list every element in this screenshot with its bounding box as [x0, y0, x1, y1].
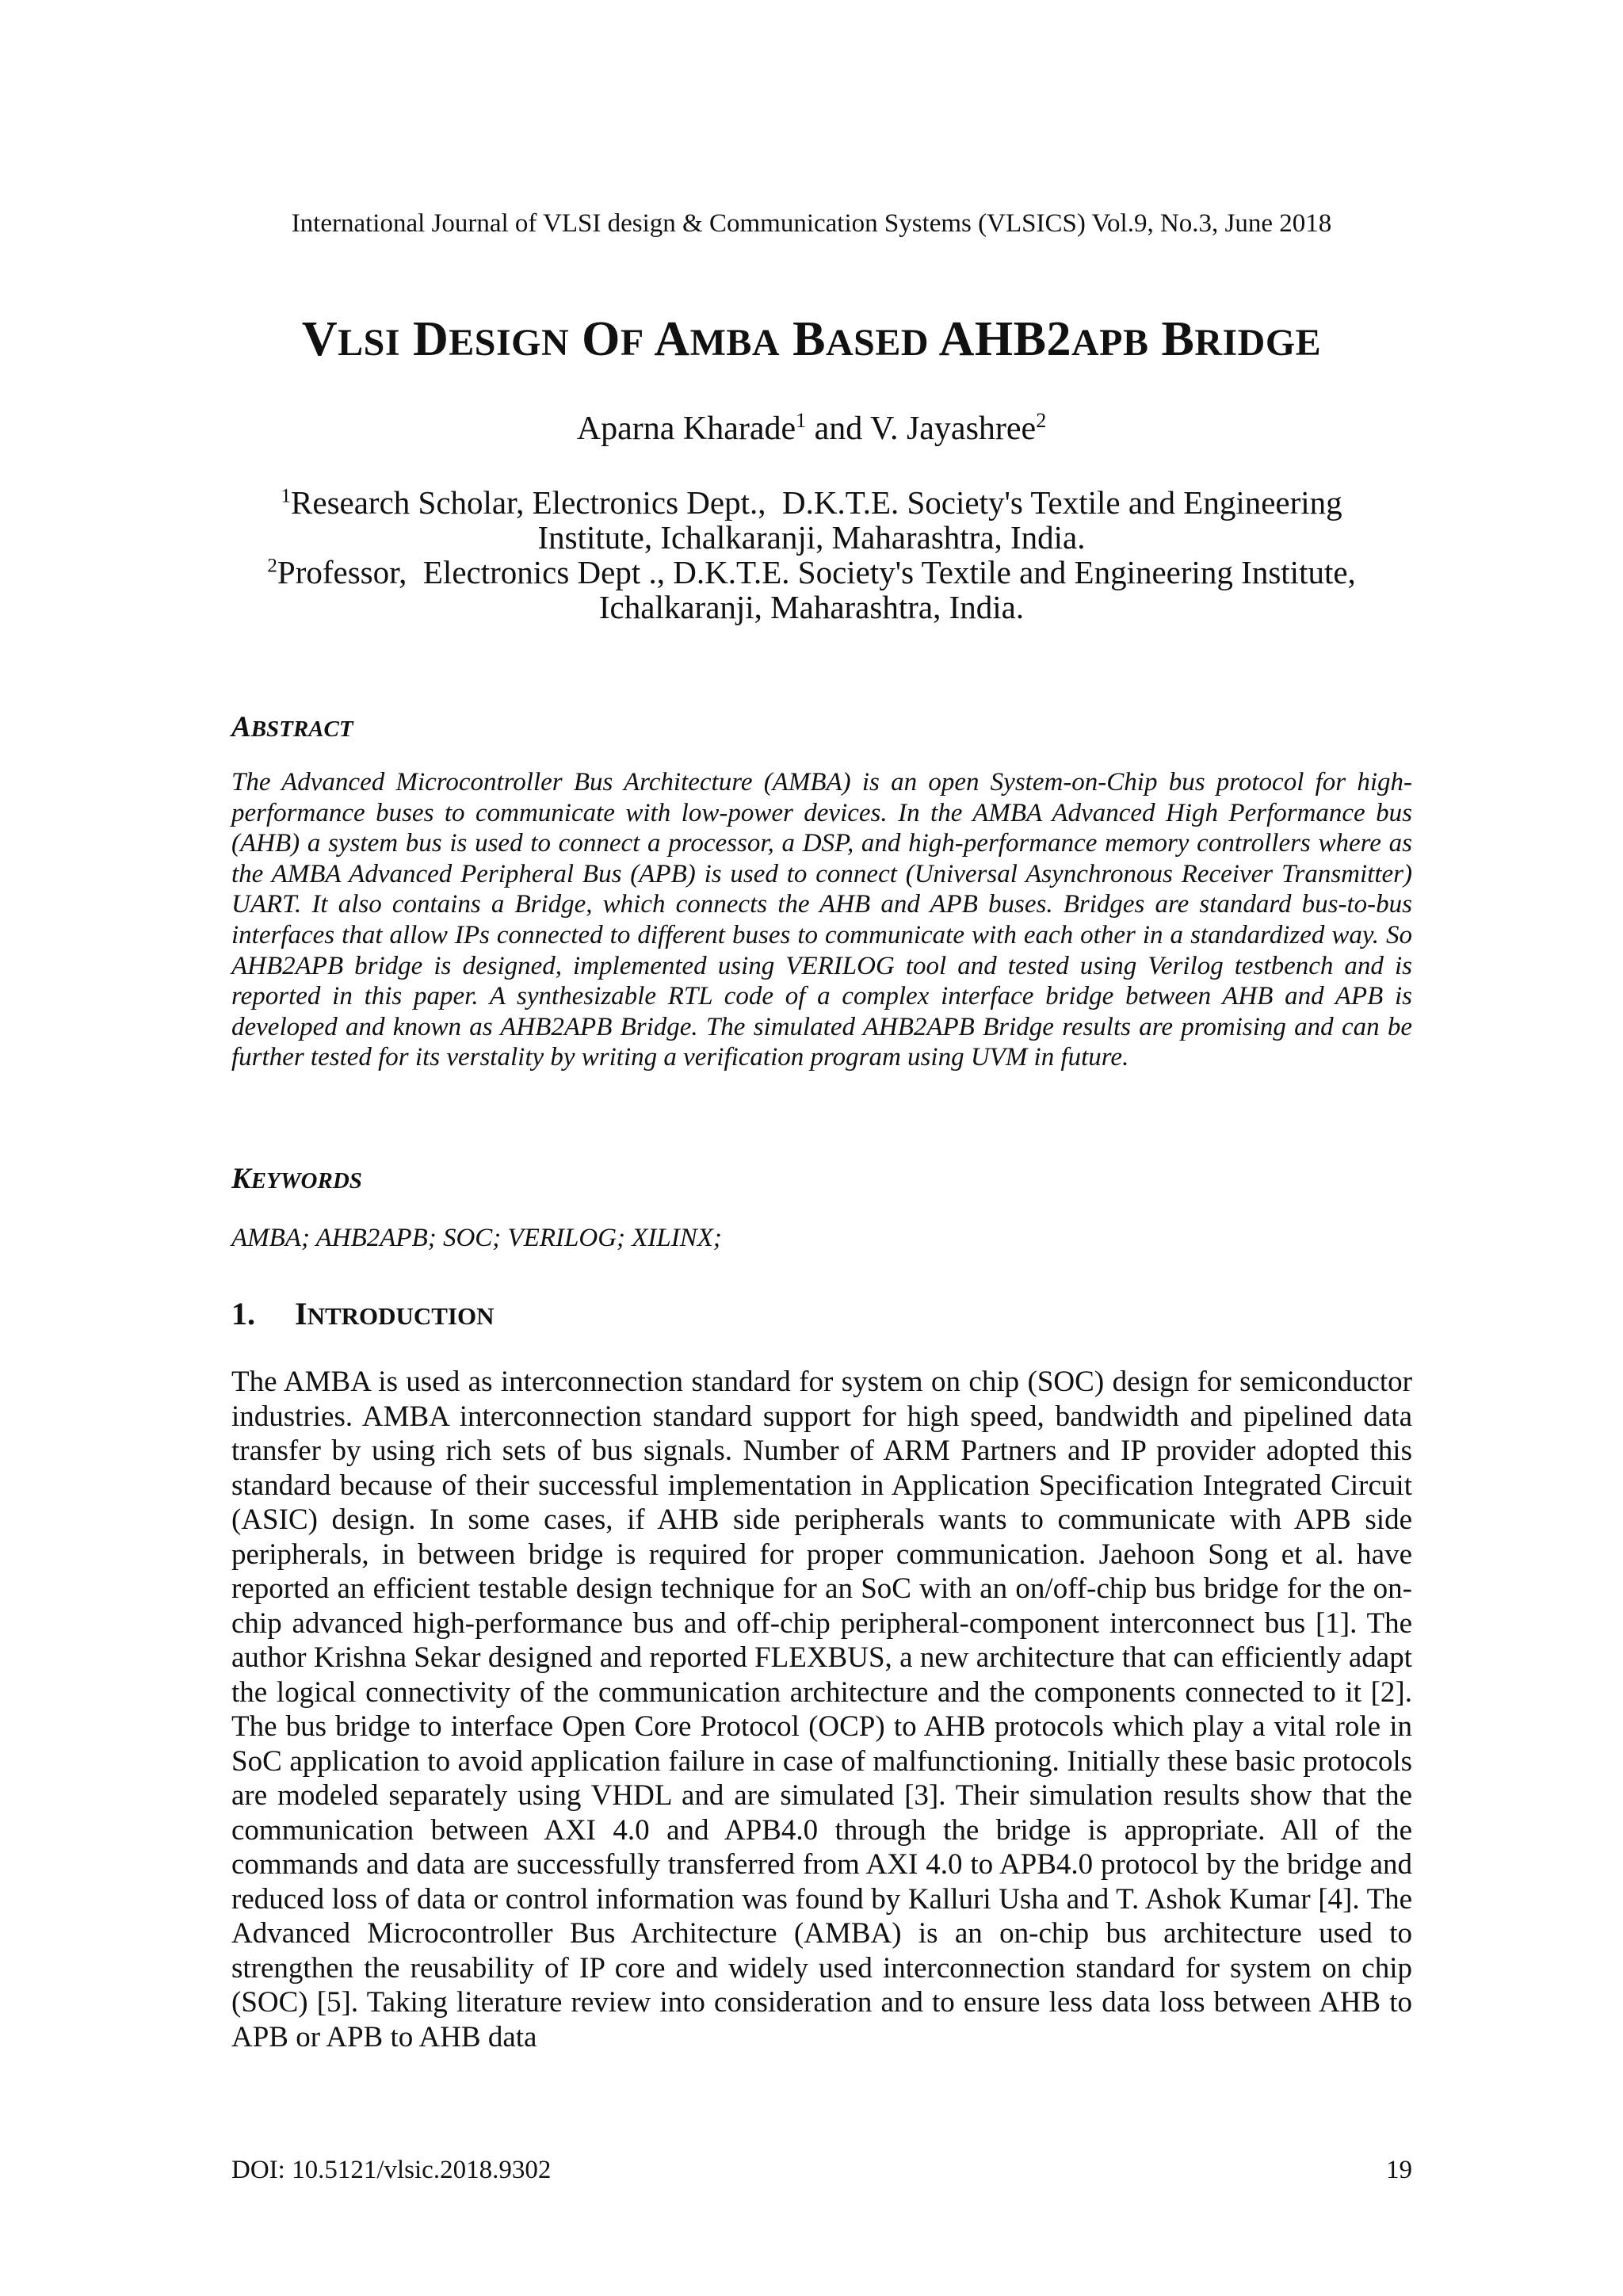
author-name: Aparna Kharade — [576, 411, 796, 447]
affiliations — [158, 485, 1465, 625]
title-word: AMBA — [654, 312, 781, 366]
title-word: VLSI — [301, 312, 400, 366]
affiliation-marker: 2 — [1036, 409, 1047, 432]
title-word: BASED — [792, 312, 929, 366]
introduction-body: The AMBA is used as interconnection standard for system on chip (SOC) design for semiconductor industries. AMBA interconnection standard support for high speed, bandwidth and pipelined data transfer by using rich sets of bus signals. Number of ARM Partners and IP provider adopted this standard because of their successful implementation in Application Specification Integrated Circuit (ASIC) design. In some cases, if AHB side peripherals wants to communicate with APB side peripherals, in between bridge is required for proper communication. Jaehoon Song et al. have reported an efficient testable design technique for an SoC with an on/off-chip bus bridge for the on-chip advanced high-performance bus and off-chip peripheral-component interconnect bus [1]. The author Krishna Sekar designed and reported FLEXBUS, a new architecture that can efficiently adapt the logical connectivity of the communication architecture and the components connected to it [2]. The bus bridge to interface Open Core Protocol (OCP) to AHB protocols which play a vital role in SoC application to avoid application failure in case of malfunctioning. Initially these basic protocols are modeled separately using VHDL and are simulated [3]. Their simulation results show that the communication between AXI 4.0 and APB4.0 through the bridge is appropriate. All of the commands and data are successfully transferred from AXI 4.0 to APB4.0 protocol by the bridge and reduced loss of data or control information was found by Kalluri Usha and T. Ashok Kumar [4]. The Advanced Microcontroller Bus Architecture (AMBA) is an on-chip bus architecture used to strengthen the reusability of IP core and widely used interconnection standard for system on chip (SOC) [5]. Taking literature review into consideration and to ensure less data loss between AHB to APB or APB to AHB data — [231, 1366, 1412, 2053]
affiliation-1-cont: Institute, Ichalkaranji, Maharashtra, India. — [537, 519, 1086, 556]
paper-title — [0, 309, 1623, 373]
affiliation-marker: 1 — [281, 484, 292, 507]
keywords-heading: KEYWORDS — [231, 1163, 362, 1195]
title-word: AHB2APB — [938, 312, 1149, 366]
author-name: V. Jayashree — [870, 411, 1037, 447]
title-word: DESIGN — [413, 312, 570, 366]
author-joiner: and — [806, 411, 871, 447]
doi-footer: DOI: 10.5121/vlsic.2018.9302 — [231, 2156, 552, 2184]
abstract-body: The Advanced Microcontroller Bus Architecture (AMBA) is an open System-on-Chip bus protocol for high-performance buses to communicate with low-power devices. In the AMBA Advanced High Performance bus (AHB) a system bus is used to connect a processor, a DSP, and high-performance memory controllers where as the AMBA Advanced Peripheral Bus (APB) is used to connect (Universal Asynchronous Receiver Transmitter) UART. It also contains a Bridge, which connects the AHB and APB buses. Bridges are standard bus-to-bus interfaces that allow IPs connected to different buses to communicate with each other in a standardized way. So AHB2APB bridge is designed, implemented using VERILOG tool and tested using Verilog testbench and is reported in this paper. A synthesizable RTL code of a complex interface bridge between AHB and APB is developed and known as AHB2APB Bridge. The simulated AHB2APB Bridge results are promising and can be further tested for its verstality by writing a verification program using UVM in future. — [231, 768, 1412, 1072]
title-word: OF — [582, 312, 644, 366]
page-number: 19 — [1386, 2156, 1412, 2184]
affiliation-2: $^2$Professor, Electronics Dept ., D.K.T.E. Society's Textile and Engineering Institute, — [267, 554, 1356, 590]
author-line — [0, 408, 1623, 449]
title-word: BRIDGE — [1161, 312, 1322, 366]
affiliation-marker: 2 — [267, 554, 277, 577]
affiliation-1: $^1$Research Scholar, Electronics Dept., D.K.T.E. Society's Textile and Engineering — [281, 484, 1342, 521]
section-number: 1. — [231, 1296, 255, 1331]
keywords-list: AMBA; AHB2APB; SOC; VERILOG; XILINX; — [231, 1224, 722, 1252]
affiliation-marker: 1 — [796, 409, 807, 432]
affiliation-2-cont: Ichalkaranji, Maharashtra, India. — [598, 589, 1025, 625]
running-header: International Journal of VLSI design & Communication Systems (VLSICS) Vol.9, No.3, June 2018 — [291, 209, 1332, 238]
introduction-heading: 1. INTRODUCTION — [231, 1296, 495, 1331]
abstract-heading: ABSTRACT — [231, 711, 353, 743]
